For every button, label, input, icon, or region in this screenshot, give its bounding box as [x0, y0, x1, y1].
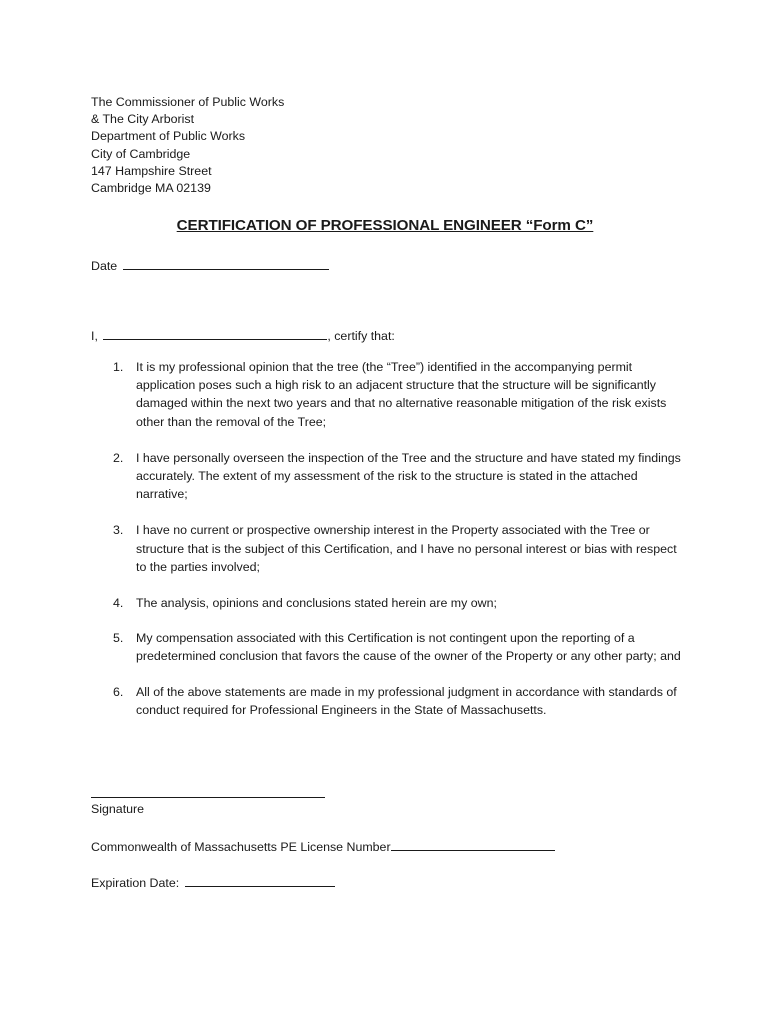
item-text: All of the above statements are made in my professional judgment in accordance with standards of conduct required for Professional Engineers in the State of Massachusetts. — [136, 684, 677, 717]
list-item — [113, 358, 688, 431]
recipient-address — [91, 94, 284, 197]
license-label: Commonwealth of Massachusetts PE License Number — [91, 840, 391, 854]
date-field[interactable] — [123, 256, 329, 270]
expiration-row — [91, 873, 335, 890]
item-text: I have no current or prospective ownership interest in the Property associated with the Tree or structure that is the subject of this Certification, and I have no personal interest or bias with respect to the parties involved; — [136, 523, 677, 574]
list-item — [113, 521, 688, 576]
item-text: I have personally overseen the inspection of the Tree and the structure and have stated my findings accurately. The extent of my assessment of the risk to the structure is stated in the attached narrative; — [136, 450, 681, 502]
address-line: Department of Public Works — [91, 129, 246, 144]
signature-label: Signature — [91, 802, 145, 816]
item-text: The analysis, opinions and conclusions stated herein are my own; — [136, 596, 497, 611]
expiration-label: Expiration Date: — [91, 876, 180, 890]
item-number: 1. — [113, 360, 124, 374]
item-number: 2. — [113, 450, 124, 465]
item-number: 4. — [113, 596, 124, 611]
list-item — [113, 594, 688, 612]
item-number: 3. — [113, 523, 124, 538]
item-text: It is my professional opinion that the tree (the “Tree”) identified in the accompanying permit application poses such a high risk to an adjacent structure that the structure will be significantly damaged within the next two years and that no alternative reasonable mitigation of the risk exists other than the removal of the Tree; — [136, 360, 667, 429]
address-line: Cambridge MA 02139 — [91, 181, 211, 196]
certify-row — [91, 326, 395, 343]
list-item — [113, 683, 688, 719]
license-row — [91, 837, 555, 854]
license-number-field[interactable] — [391, 837, 555, 851]
list-item — [113, 629, 688, 665]
list-item — [113, 449, 688, 504]
certify-prefix: I, — [91, 329, 98, 343]
address-line: The Commissioner of Public Works — [91, 95, 285, 109]
certify-suffix: , certify that: — [327, 329, 395, 343]
date-row — [91, 256, 329, 273]
expiration-date-field[interactable] — [185, 873, 335, 887]
address-line: City of Cambridge — [91, 146, 191, 161]
address-line: & The City Arborist — [91, 112, 195, 127]
date-label: Date — [91, 259, 118, 273]
address-line: 147 Hampshire Street — [91, 163, 212, 178]
engineer-name-field[interactable] — [103, 326, 327, 340]
item-number: 5. — [113, 631, 124, 646]
signature-field[interactable] — [91, 797, 325, 798]
certification-statements — [113, 358, 688, 719]
item-number: 6. — [113, 684, 124, 699]
item-text: My compensation associated with this Certification is not contingent upon the reporting of a predetermined conclusion that favors the cause of the owner of the Property or any other party; and — [136, 631, 681, 664]
form-title: CERTIFICATION OF PROFESSIONAL ENGINEER “Form C” — [176, 217, 594, 234]
